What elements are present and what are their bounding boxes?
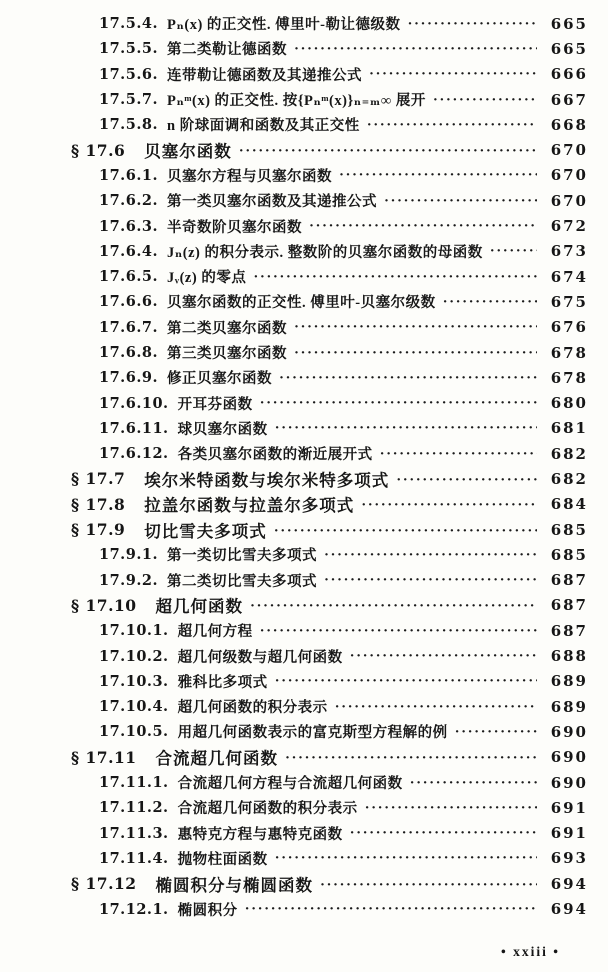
entry-title: 超几何函数的积分表示 bbox=[177, 700, 328, 717]
entry-page-number: 689 bbox=[550, 672, 588, 691]
dot-leader bbox=[490, 241, 537, 261]
entry-number: 17.9.2. bbox=[99, 571, 159, 589]
toc-entry bbox=[0, 896, 608, 921]
entry-page-number: 670 bbox=[550, 166, 588, 185]
entry-title: 超几何方程 bbox=[177, 624, 253, 641]
toc-entry bbox=[0, 618, 608, 643]
entry-page-number: 690 bbox=[550, 773, 588, 792]
entry-title: 惠特克方程与惠特克函数 bbox=[177, 826, 343, 843]
toc-entry bbox=[0, 213, 608, 238]
entry-number: § 17.10 bbox=[71, 595, 137, 615]
entry-title: 连带勒让德函数及其递推公式 bbox=[167, 67, 363, 84]
entry-title: Jᵥ(z) 的零点 bbox=[167, 270, 247, 287]
entry-number: 17.12.1. bbox=[99, 900, 169, 918]
entry-title: 用超几何函数表示的富克斯型方程解的例 bbox=[177, 725, 448, 742]
dot-leader bbox=[339, 165, 537, 185]
entry-page-number: 672 bbox=[550, 217, 588, 236]
entry-number: 17.5.4. bbox=[99, 15, 159, 33]
toc-entry bbox=[0, 163, 608, 188]
dot-leader bbox=[260, 621, 537, 641]
entry-page-number: 676 bbox=[550, 318, 588, 337]
entry-number: 17.9.1. bbox=[99, 546, 159, 564]
entry-page-number: 673 bbox=[550, 242, 588, 261]
entry-title: Pₙ(x) 的正交性. 傅里叶-勒让德级数 bbox=[167, 17, 401, 34]
entry-page-number: 687 bbox=[550, 596, 588, 615]
entry-number: 17.6.9. bbox=[99, 369, 159, 387]
entry-number: 17.6.8. bbox=[99, 344, 159, 361]
entry-number: 17.10.5. bbox=[99, 723, 169, 741]
entry-page-number: 667 bbox=[550, 90, 588, 109]
toc-entry bbox=[0, 795, 608, 820]
toc-entry bbox=[0, 87, 608, 112]
entry-number: § 17.9 bbox=[71, 520, 126, 540]
entry-title: 第二类勒让德函数 bbox=[167, 42, 288, 59]
entry-page-number: 674 bbox=[550, 267, 588, 286]
dot-leader bbox=[275, 418, 537, 438]
entry-title: 椭圆积分 bbox=[177, 902, 238, 919]
dot-leader bbox=[384, 191, 537, 211]
toc-entry bbox=[0, 745, 608, 770]
entry-page-number: 682 bbox=[550, 469, 588, 488]
entry-title: 雅科比多项式 bbox=[177, 674, 268, 691]
toc-entry bbox=[0, 643, 608, 668]
toc-entry bbox=[0, 593, 608, 618]
entry-number: 17.5.8. bbox=[99, 116, 159, 134]
entry-title: 修正贝塞尔函数 bbox=[167, 371, 273, 388]
dot-leader bbox=[309, 216, 537, 236]
entry-page-number: 694 bbox=[550, 874, 588, 893]
entry-number: § 17.12 bbox=[71, 874, 137, 894]
dot-leader bbox=[294, 39, 537, 59]
toc-entry bbox=[0, 542, 608, 567]
dot-leader bbox=[380, 444, 537, 464]
dot-leader bbox=[369, 64, 537, 84]
dot-leader bbox=[294, 317, 537, 337]
entry-title: 切比雪夫多项式 bbox=[144, 521, 267, 541]
entry-page-number: 685 bbox=[550, 545, 588, 564]
dot-leader bbox=[253, 267, 537, 287]
entry-page-number: 678 bbox=[550, 368, 588, 387]
entry-page-number: 682 bbox=[550, 444, 588, 463]
entry-page-number: 665 bbox=[550, 14, 588, 33]
entry-title: 第三类贝塞尔函数 bbox=[167, 346, 288, 362]
entry-title: 第一类切比雪夫多项式 bbox=[167, 548, 318, 565]
entry-title: 合流超几何方程与合流超几何函数 bbox=[177, 776, 403, 793]
entry-number: 17.6.11. bbox=[99, 419, 169, 437]
dot-leader bbox=[350, 646, 537, 666]
entry-number: 17.6.2. bbox=[99, 192, 159, 210]
entry-title: 球贝塞尔函数 bbox=[177, 421, 268, 438]
entry-page-number: 670 bbox=[550, 191, 588, 210]
entry-page-number: 670 bbox=[550, 141, 588, 160]
page-footer-number: • xxiii • bbox=[501, 944, 560, 959]
toc-entry bbox=[0, 340, 608, 365]
entry-number: § 17.6 bbox=[71, 140, 126, 160]
dot-leader bbox=[396, 469, 537, 489]
entry-title: 超几何级数与超几何函数 bbox=[177, 649, 343, 666]
entry-title: 椭圆积分与椭圆函数 bbox=[155, 875, 314, 895]
entry-page-number: 678 bbox=[550, 343, 588, 362]
dot-leader bbox=[274, 520, 537, 540]
entry-number: 17.5.6. bbox=[99, 65, 159, 83]
toc-entry bbox=[0, 492, 608, 517]
toc-entry bbox=[0, 871, 608, 896]
dot-leader bbox=[324, 545, 537, 565]
entry-number: 17.6.4. bbox=[99, 242, 159, 260]
entry-number: 17.6.10. bbox=[99, 394, 169, 412]
dot-leader bbox=[361, 494, 537, 514]
toc-entry bbox=[0, 568, 608, 593]
entry-number: 17.6.7. bbox=[99, 318, 159, 336]
toc-entry bbox=[0, 365, 608, 390]
dot-leader bbox=[350, 823, 537, 843]
dot-leader bbox=[320, 874, 537, 894]
entry-number: 17.10.2. bbox=[99, 647, 169, 665]
dot-leader bbox=[275, 671, 537, 691]
entry-page-number: 689 bbox=[550, 697, 588, 716]
toc-entry bbox=[0, 719, 608, 744]
dot-leader bbox=[335, 697, 537, 717]
dot-leader bbox=[250, 595, 537, 615]
entry-title: Jₙ(z) 的积分表示. 整数阶的贝塞尔函数的母函数 bbox=[167, 244, 483, 261]
entry-number: 17.10.4. bbox=[99, 698, 169, 716]
entry-number: 17.11.3. bbox=[99, 824, 169, 842]
toc-entry bbox=[0, 137, 608, 162]
toc-entry bbox=[0, 36, 608, 61]
toc-entry bbox=[0, 517, 608, 542]
entry-title: 合流超几何函数的积分表示 bbox=[177, 801, 358, 818]
entry-title: 贝塞尔方程与贝塞尔函数 bbox=[167, 168, 333, 185]
toc-entry bbox=[0, 441, 608, 466]
entry-number: 17.10.3. bbox=[99, 672, 169, 690]
toc-entry bbox=[0, 11, 608, 36]
entry-number: 17.6.1. bbox=[99, 166, 159, 184]
entry-page-number: 675 bbox=[550, 292, 588, 311]
toc-entry bbox=[0, 112, 608, 137]
entry-title: 埃尔米特函数与埃尔米特多项式 bbox=[144, 470, 390, 490]
dot-leader bbox=[367, 115, 537, 135]
entry-title: 贝塞尔函数 bbox=[144, 142, 232, 162]
dot-leader bbox=[245, 899, 537, 919]
entry-page-number: 666 bbox=[550, 65, 588, 84]
entry-number: 17.5.5. bbox=[99, 40, 159, 58]
dot-leader bbox=[239, 140, 537, 160]
dot-leader bbox=[443, 292, 537, 312]
entry-title: 拉盖尔函数与拉盖尔多项式 bbox=[144, 496, 355, 516]
dot-leader bbox=[275, 848, 537, 868]
entry-number: § 17.7 bbox=[71, 469, 126, 489]
entry-title: 第二类贝塞尔函数 bbox=[167, 320, 288, 337]
dot-leader bbox=[410, 773, 537, 793]
entry-number: 17.5.7. bbox=[99, 91, 159, 109]
entry-page-number: 688 bbox=[550, 647, 588, 666]
toc-entry bbox=[0, 289, 608, 314]
entry-page-number: 690 bbox=[550, 722, 588, 741]
entry-page-number: 687 bbox=[550, 571, 588, 590]
entry-title: 抛物柱面函数 bbox=[177, 851, 268, 868]
entry-page-number: 690 bbox=[550, 748, 588, 767]
entry-title: 合流超几何函数 bbox=[155, 749, 279, 769]
toc-entry bbox=[0, 416, 608, 441]
entry-page-number: 691 bbox=[550, 824, 588, 843]
dot-leader bbox=[294, 343, 537, 363]
toc-list bbox=[0, 11, 608, 922]
entry-number: 17.11.4. bbox=[99, 849, 169, 867]
toc-entry bbox=[0, 821, 608, 846]
entry-page-number: 668 bbox=[550, 115, 588, 134]
toc-entry bbox=[0, 669, 608, 694]
dot-leader bbox=[433, 90, 537, 110]
dot-leader bbox=[260, 393, 537, 413]
entry-page-number: 681 bbox=[550, 419, 588, 438]
entry-title: 第一类贝塞尔函数及其递推公式 bbox=[167, 194, 378, 211]
toc-entry bbox=[0, 239, 608, 264]
dot-leader bbox=[285, 747, 537, 767]
toc-entry bbox=[0, 694, 608, 719]
entry-number: 17.6.3. bbox=[99, 217, 159, 235]
entry-title: 贝塞尔函数的正交性. 傅里叶-贝塞尔级数 bbox=[167, 295, 436, 312]
entry-title: 超几何函数 bbox=[155, 597, 244, 617]
entry-page-number: 687 bbox=[550, 621, 588, 640]
toc-entry bbox=[0, 264, 608, 289]
entry-number: 17.11.2. bbox=[99, 799, 169, 817]
entry-title: n 阶球面调和函数及其正交性 bbox=[167, 118, 360, 135]
toc-entry bbox=[0, 390, 608, 415]
toc-entry bbox=[0, 188, 608, 213]
entry-title: 各类贝塞尔函数的渐近展开式 bbox=[177, 447, 373, 464]
entry-page-number: 691 bbox=[550, 798, 588, 817]
toc-entry bbox=[0, 846, 608, 871]
entry-page-number: 680 bbox=[550, 394, 588, 413]
entry-number: 17.6.12. bbox=[99, 445, 169, 463]
entry-title: Pₙᵐ(x) 的正交性. 按{Pₙᵐ(x)}ₙ₌ₘ∞ 展开 bbox=[167, 93, 426, 110]
entry-page-number: 685 bbox=[550, 520, 588, 539]
entry-title: 第二类切比雪夫多项式 bbox=[167, 573, 318, 590]
dot-leader bbox=[408, 14, 537, 34]
entry-title: 半奇数阶贝塞尔函数 bbox=[167, 219, 303, 236]
entry-page-number: 694 bbox=[550, 900, 588, 919]
entry-number: 17.11.1. bbox=[99, 774, 169, 792]
toc-entry bbox=[0, 315, 608, 340]
entry-number: § 17.11 bbox=[71, 747, 137, 767]
entry-title: 开耳芬函数 bbox=[177, 396, 253, 413]
entry-number: 17.10.1. bbox=[99, 622, 169, 640]
entry-page-number: 665 bbox=[550, 39, 588, 58]
dot-leader bbox=[365, 798, 537, 818]
entry-number: 17.6.5. bbox=[99, 268, 159, 286]
entry-page-number: 693 bbox=[550, 849, 588, 868]
entry-page-number: 684 bbox=[550, 495, 588, 514]
entry-number: 17.6.6. bbox=[99, 293, 159, 311]
toc-entry bbox=[0, 770, 608, 795]
toc-entry bbox=[0, 62, 608, 87]
dot-leader bbox=[324, 570, 537, 590]
dot-leader bbox=[455, 722, 537, 742]
entry-number: § 17.8 bbox=[71, 494, 126, 514]
toc-entry bbox=[0, 466, 608, 491]
dot-leader bbox=[279, 368, 537, 388]
